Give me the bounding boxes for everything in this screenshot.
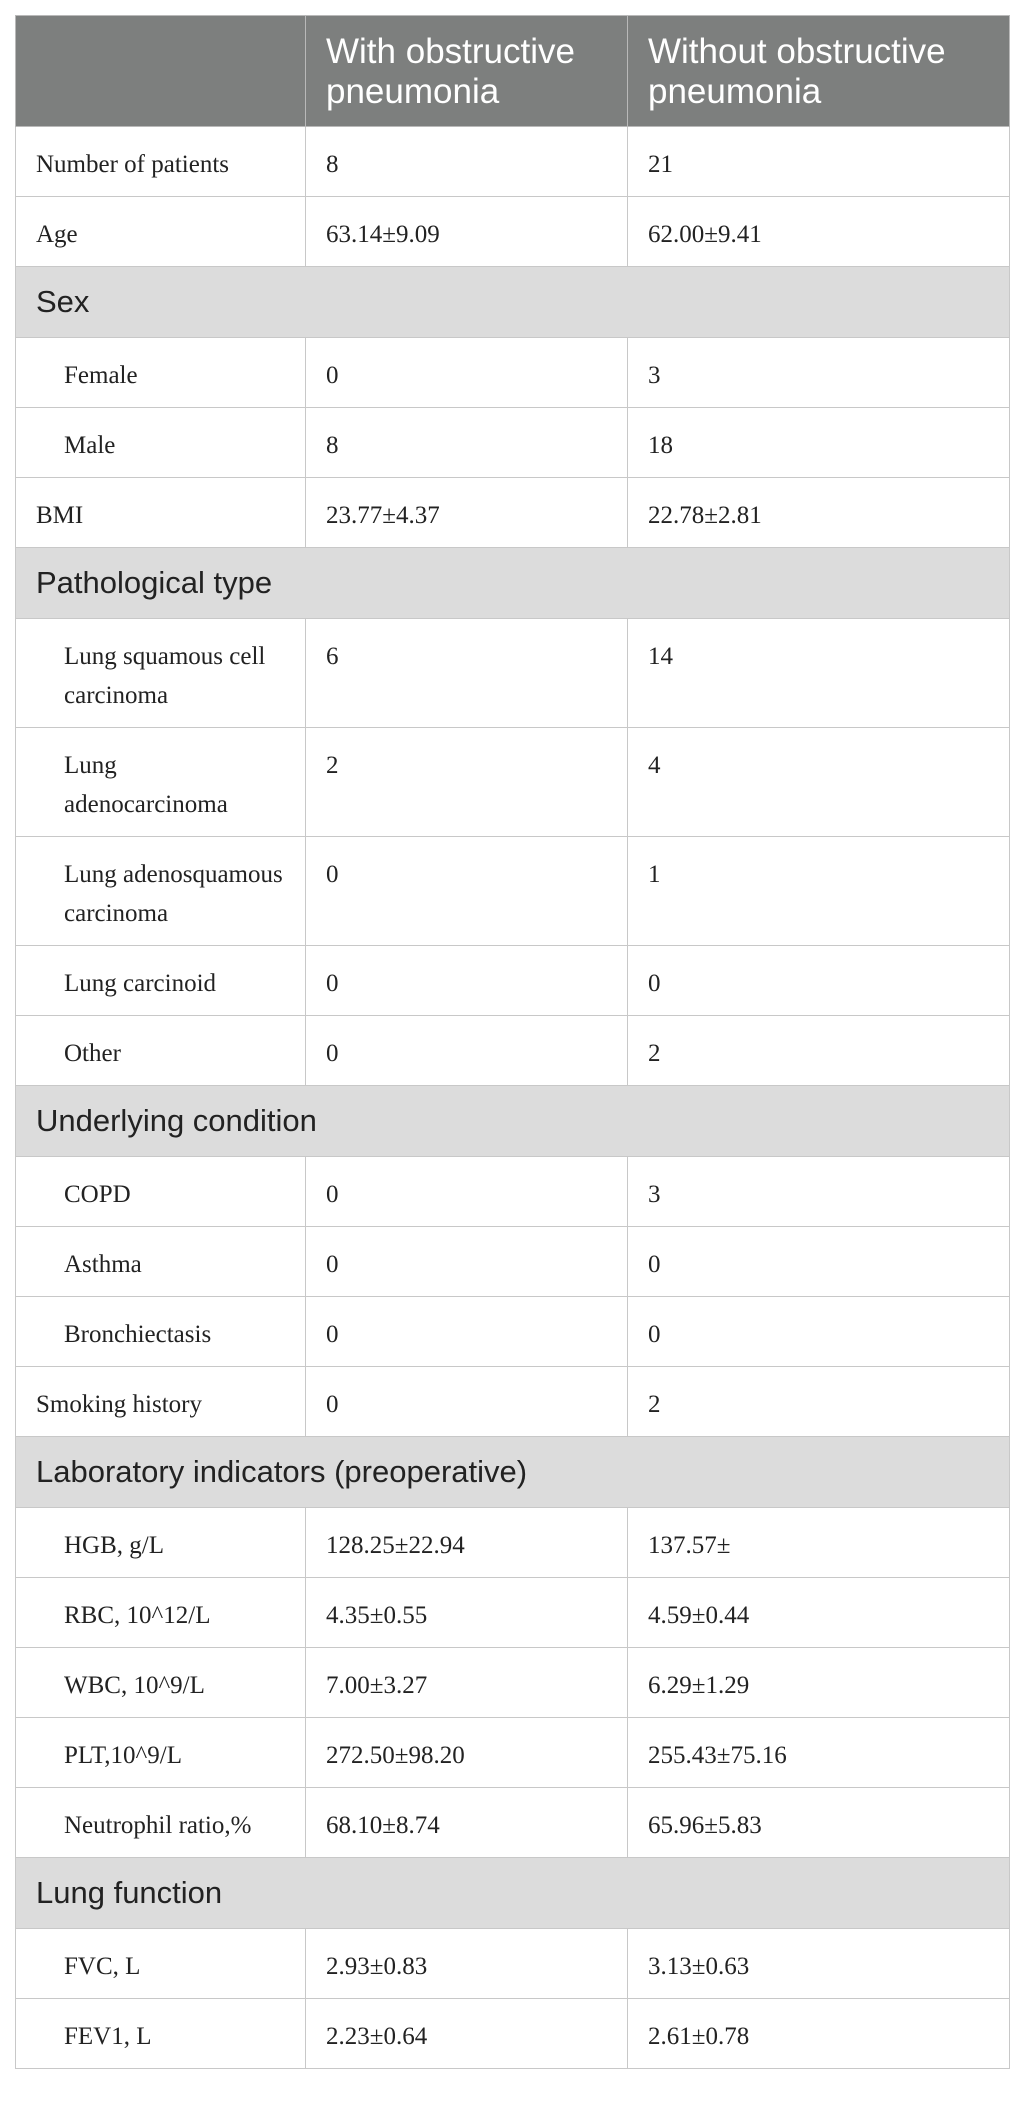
without-value: 4 <box>628 728 1010 837</box>
table-row <box>16 1788 1010 1858</box>
without-value: 2 <box>628 1367 1010 1437</box>
with-value: 8 <box>306 127 628 197</box>
with-value: 0 <box>306 837 628 946</box>
row-label: Number of patients <box>16 127 306 197</box>
table-row <box>16 1227 1010 1297</box>
row-label: COPD <box>16 1157 306 1227</box>
patient-characteristics-table-container <box>15 15 1009 2069</box>
without-value: 14 <box>628 619 1010 728</box>
without-value: 4.59±0.44 <box>628 1578 1010 1648</box>
table-row <box>16 1999 1010 2069</box>
with-value: 0 <box>306 1367 628 1437</box>
without-value: 255.43±75.16 <box>628 1718 1010 1788</box>
row-label: Age <box>16 197 306 267</box>
row-label: FVC, L <box>16 1929 306 1999</box>
with-value: 2.93±0.83 <box>306 1929 628 1999</box>
header-with-obstructive-pneumonia: With obstructive pneumonia <box>306 16 628 127</box>
with-value: 2 <box>306 728 628 837</box>
section-row-lung-function <box>16 1858 1010 1929</box>
section-row-pathological-type <box>16 548 1010 619</box>
row-label: RBC, 10^12/L <box>16 1578 306 1648</box>
with-value: 6 <box>306 619 628 728</box>
header-empty-cell <box>16 16 306 127</box>
without-value: 1 <box>628 837 1010 946</box>
with-value: 2.23±0.64 <box>306 1999 628 2069</box>
section-row-underlying-condition <box>16 1086 1010 1157</box>
without-value: 0 <box>628 1297 1010 1367</box>
with-value: 4.35±0.55 <box>306 1578 628 1648</box>
table-row <box>16 1508 1010 1578</box>
row-label: HGB, g/L <box>16 1508 306 1578</box>
row-label: Lung adenosquamous carcinoma <box>16 837 306 946</box>
section-heading: Sex <box>16 267 1010 338</box>
row-label: PLT,10^9/L <box>16 1718 306 1788</box>
table-row <box>16 1016 1010 1086</box>
row-label: Male <box>16 408 306 478</box>
table-row <box>16 1367 1010 1437</box>
table-row <box>16 1157 1010 1227</box>
table-row <box>16 478 1010 548</box>
with-value: 7.00±3.27 <box>306 1648 628 1718</box>
table-header-row <box>16 16 1010 127</box>
without-value: 0 <box>628 1227 1010 1297</box>
patient-characteristics-table <box>15 15 1010 2069</box>
table-row <box>16 1578 1010 1648</box>
with-value: 0 <box>306 1016 628 1086</box>
with-value: 68.10±8.74 <box>306 1788 628 1858</box>
with-value: 23.77±4.37 <box>306 478 628 548</box>
table-row <box>16 338 1010 408</box>
row-label: Smoking history <box>16 1367 306 1437</box>
without-value: 0 <box>628 946 1010 1016</box>
section-heading: Underlying condition <box>16 1086 1010 1157</box>
table-row <box>16 728 1010 837</box>
table-row <box>16 1648 1010 1718</box>
without-value: 18 <box>628 408 1010 478</box>
row-label: Other <box>16 1016 306 1086</box>
header-without-obstructive-pneumonia: Without obstructive pneumonia <box>628 16 1010 127</box>
without-value: 2.61±0.78 <box>628 1999 1010 2069</box>
row-label: WBC, 10^9/L <box>16 1648 306 1718</box>
section-heading: Lung function <box>16 1858 1010 1929</box>
with-value: 0 <box>306 1227 628 1297</box>
section-heading: Laboratory indicators (preoperative) <box>16 1437 1010 1508</box>
row-label: Asthma <box>16 1227 306 1297</box>
without-value: 62.00±9.41 <box>628 197 1010 267</box>
row-label: BMI <box>16 478 306 548</box>
without-value: 21 <box>628 127 1010 197</box>
with-value: 8 <box>306 408 628 478</box>
without-value: 3 <box>628 338 1010 408</box>
table-row <box>16 619 1010 728</box>
table-row <box>16 837 1010 946</box>
with-value: 272.50±98.20 <box>306 1718 628 1788</box>
with-value: 63.14±9.09 <box>306 197 628 267</box>
without-value: 2 <box>628 1016 1010 1086</box>
row-label: Lung adenocarcinoma <box>16 728 306 837</box>
with-value: 0 <box>306 946 628 1016</box>
row-label: Female <box>16 338 306 408</box>
table-row <box>16 1718 1010 1788</box>
with-value: 0 <box>306 338 628 408</box>
with-value: 0 <box>306 1157 628 1227</box>
with-value: 0 <box>306 1297 628 1367</box>
row-label: Lung squamous cell carcinoma <box>16 619 306 728</box>
without-value: 3.13±0.63 <box>628 1929 1010 1999</box>
section-row-laboratory-indicators <box>16 1437 1010 1508</box>
without-value: 3 <box>628 1157 1010 1227</box>
row-label: FEV1, L <box>16 1999 306 2069</box>
section-heading: Pathological type <box>16 548 1010 619</box>
table-row <box>16 197 1010 267</box>
table-row <box>16 408 1010 478</box>
without-value: 137.57± <box>628 1508 1010 1578</box>
table-row <box>16 946 1010 1016</box>
row-label: Lung carcinoid <box>16 946 306 1016</box>
table-row <box>16 1297 1010 1367</box>
table-row <box>16 1929 1010 1999</box>
table-row <box>16 127 1010 197</box>
without-value: 65.96±5.83 <box>628 1788 1010 1858</box>
without-value: 6.29±1.29 <box>628 1648 1010 1718</box>
row-label: Bronchiectasis <box>16 1297 306 1367</box>
section-row-sex <box>16 267 1010 338</box>
row-label: Neutrophil ratio,% <box>16 1788 306 1858</box>
without-value: 22.78±2.81 <box>628 478 1010 548</box>
with-value: 128.25±22.94 <box>306 1508 628 1578</box>
